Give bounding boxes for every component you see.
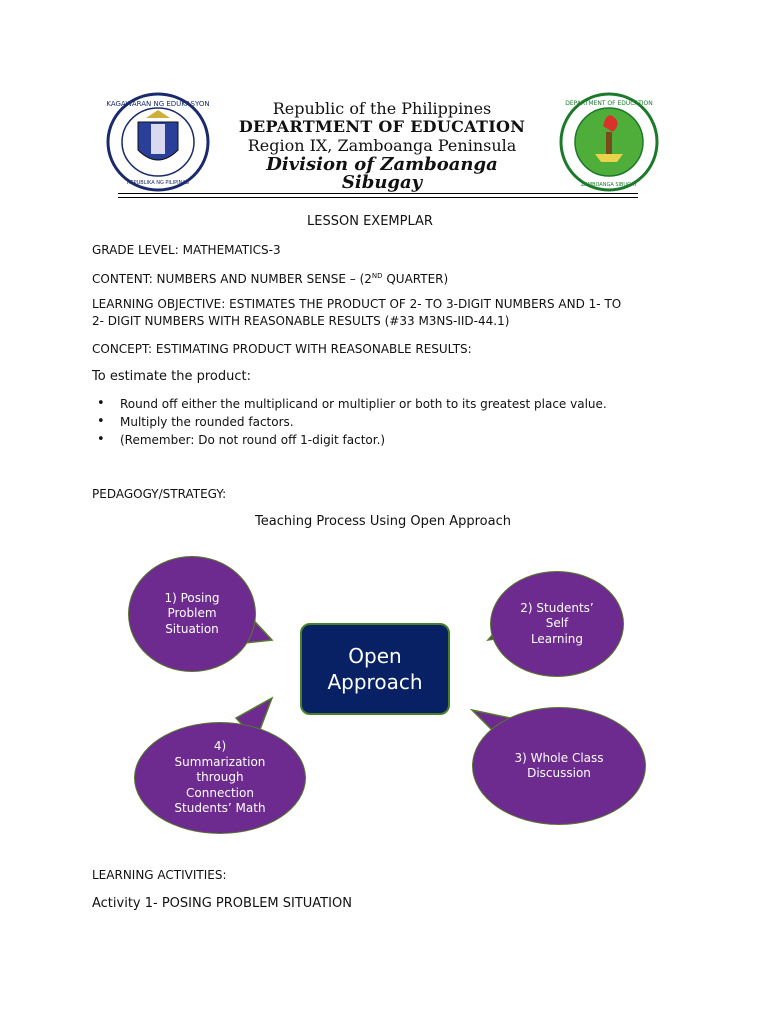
center-line: Approach: [327, 670, 423, 694]
letterhead-region: Region IX, Zamboanga Peninsula: [247, 136, 517, 155]
learning-activities-heading: LEARNING ACTIVITIES:: [92, 868, 227, 882]
bubble-posing-problem: [128, 556, 256, 672]
grade-level: GRADE LEVEL: MATHEMATICS-3: [92, 243, 281, 257]
bubble3-line: 3) Whole Class: [514, 750, 604, 765]
bubble-summarization: [134, 722, 306, 834]
open-approach-box: [300, 623, 450, 715]
bubble4-line: Connection: [186, 785, 254, 800]
doc-title: LESSON EXEMPLAR: [307, 214, 433, 229]
letterhead-division: Division of Zamboanga Sibugay: [266, 154, 498, 193]
estimate-intro: To estimate the product:: [92, 369, 252, 384]
pedagogy-heading: PEDAGOGY/STRATEGY:: [92, 487, 227, 501]
bubble2-line: 2) Students’: [520, 600, 594, 615]
content-prefix: CONTENT: NUMBERS AND NUMBER SENSE – (2: [92, 272, 372, 286]
right-seal-text-bottom: ZAMBOANGA SIBUGAY: [580, 182, 638, 188]
bubble-students-self-learning: [490, 571, 624, 677]
left-seal-text-bottom: REPUBLIKA NG PILIPINAS: [127, 180, 189, 186]
center-line: Open: [348, 644, 402, 668]
bubble-whole-class-discussion: [472, 707, 646, 825]
diagram-title: Teaching Process Using Open Approach: [255, 514, 511, 529]
bubble3-line: Discussion: [527, 766, 591, 780]
bubble4-line: Students’ Math: [174, 801, 266, 816]
bubble4-line: 4): [213, 739, 227, 754]
content-suffix: QUARTER): [382, 272, 449, 286]
bubble4-line: Summarization: [174, 754, 266, 769]
objective-line-2: 2- DIGIT NUMBERS WITH REASONABLE RESULTS (#33 M3NS-IID-44.1): [92, 314, 510, 328]
objective-line-1: LEARNING OBJECTIVE: ESTIMATES THE PRODUCT OF 2- TO 3-DIGIT NUMBERS AND 1- TO: [92, 297, 622, 311]
bubble1-line: Problem: [167, 606, 217, 621]
bubble2-line: Self: [545, 616, 569, 631]
bubble1-line: 1) Posing: [164, 590, 220, 605]
activity-1: Activity 1- POSING PROBLEM SITUATION: [92, 896, 352, 911]
list-item: • Multiply the rounded factors.: [92, 413, 607, 431]
content-sup: ND: [371, 272, 383, 280]
bubble4-line: through: [196, 770, 244, 785]
list-item: • Round off either the multiplicand or multiplier or both to its greatest place value.: [92, 395, 607, 413]
letterhead-department: DEPARTMENT OF EDUCATION: [238, 117, 526, 136]
left-seal-text-top: KAGAWARAN NG EDUKASYON: [106, 100, 210, 108]
list-item: • (Remember: Do not round off 1-digit factor.): [92, 431, 607, 449]
bubble1-line: Situation: [165, 621, 219, 636]
right-seal-text-top: DEPARTMENT OF EDUCATION: [565, 100, 653, 107]
letterhead-republic: Republic of the Philippines: [272, 99, 492, 118]
bubble2-line: Learning: [530, 631, 584, 646]
concept: CONCEPT: ESTIMATING PRODUCT WITH REASONABLE RESULTS:: [92, 342, 472, 356]
